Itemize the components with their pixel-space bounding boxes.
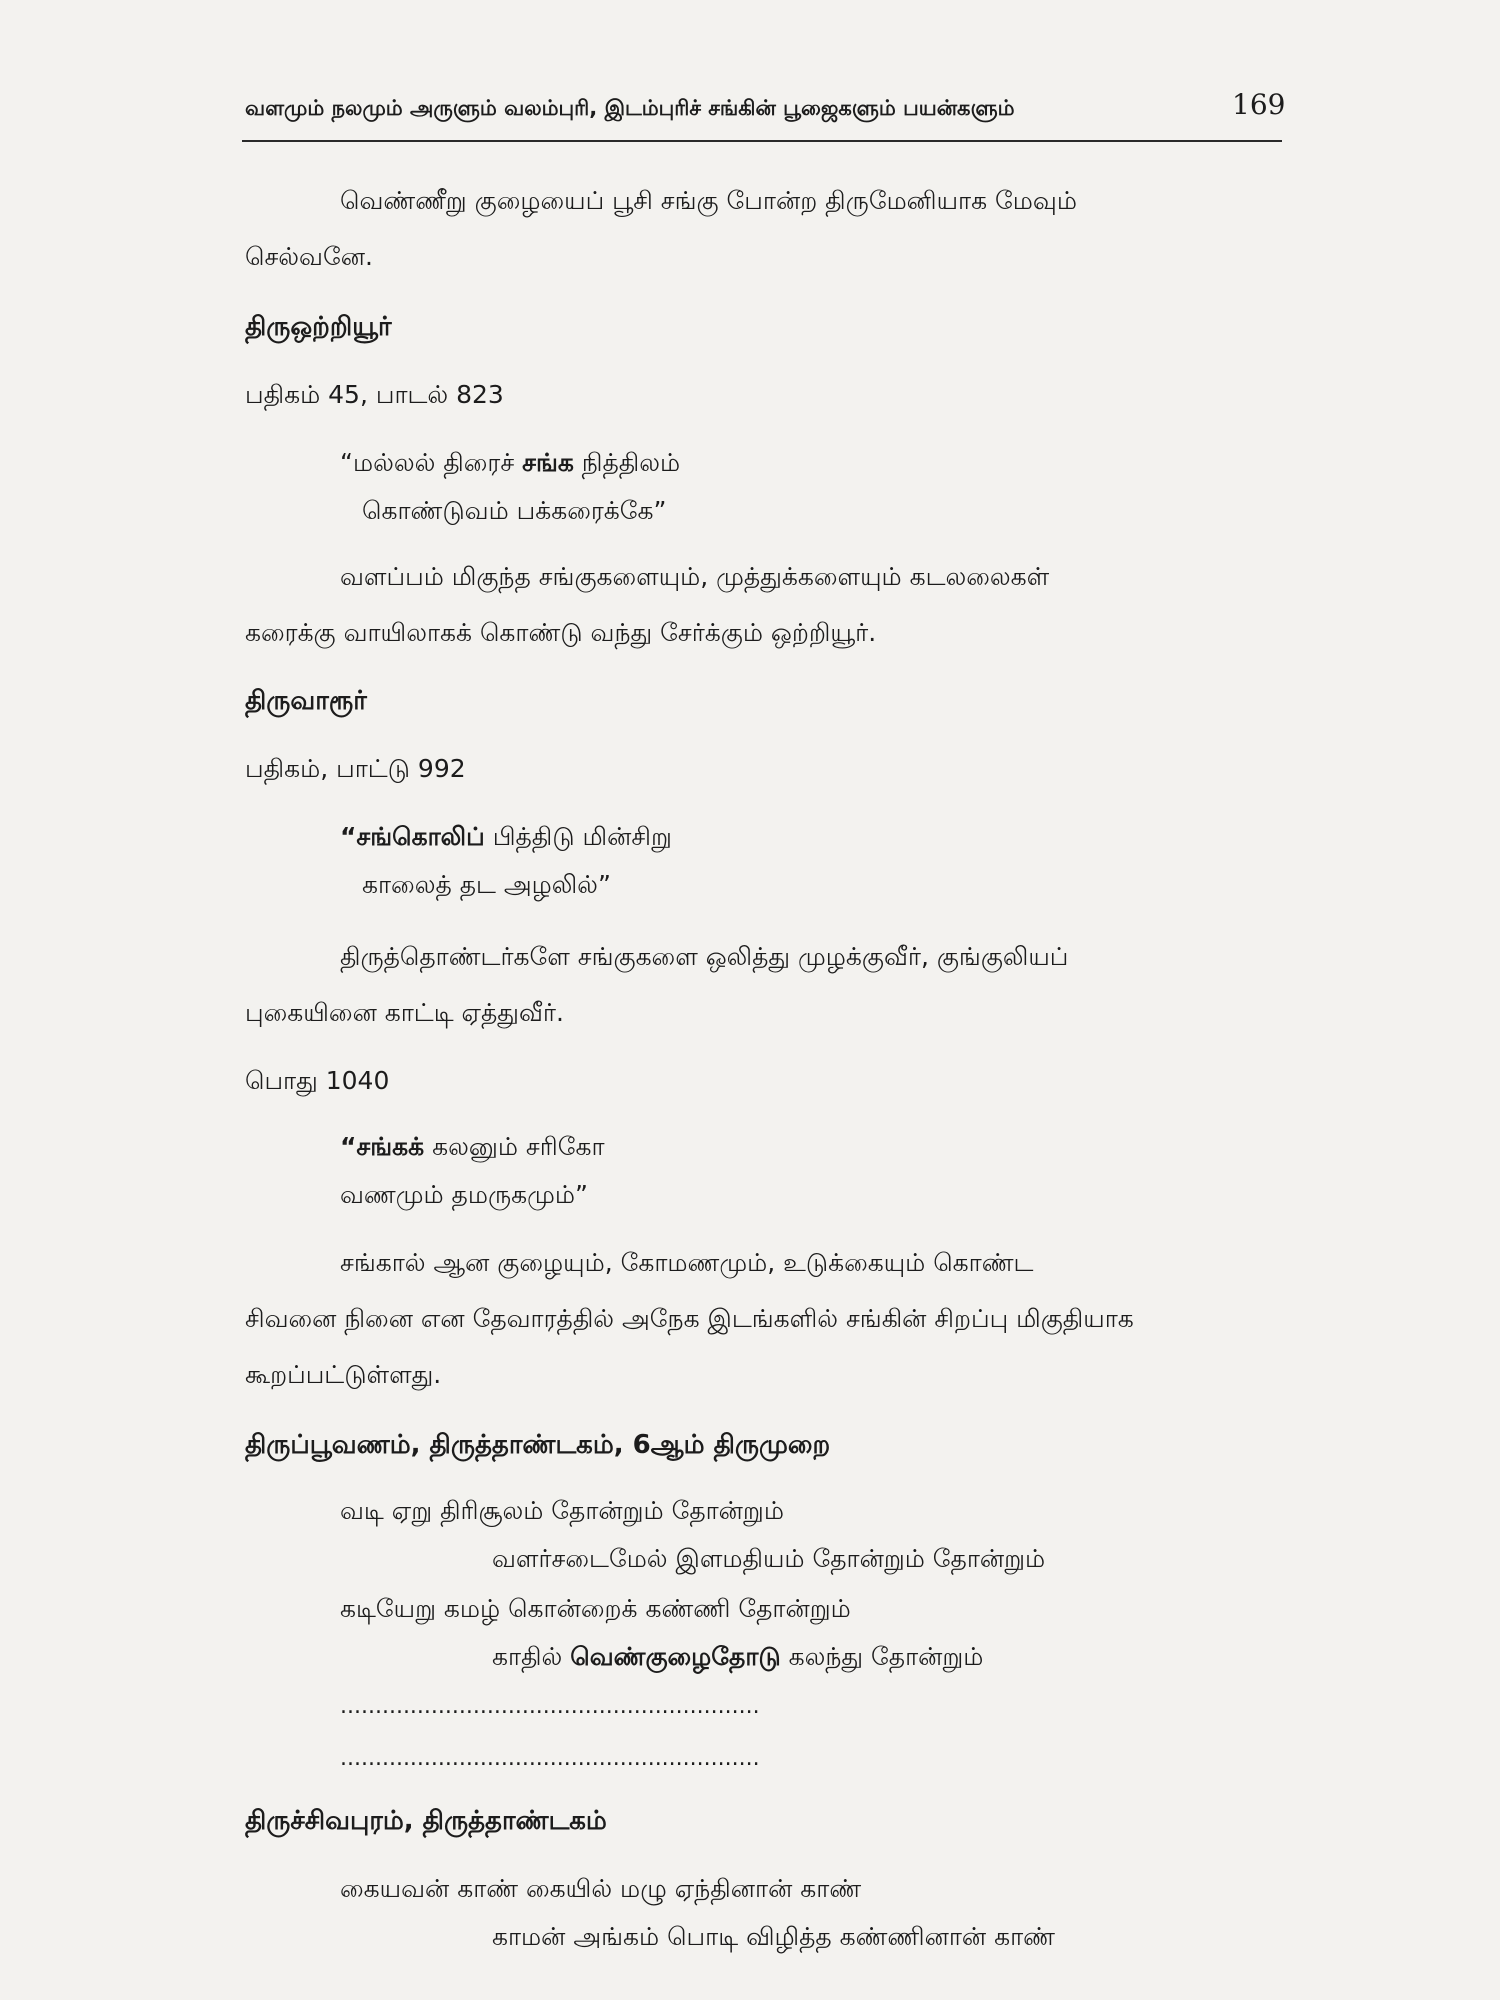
paragraph-1-line-2: செல்வனே. xyxy=(245,242,373,271)
section-heading-thiruppuvanam: திருப்பூவணம், திருத்தாண்டகம், 6ஆம் திருமுறை xyxy=(245,1430,831,1460)
verse-1-bold: வெண்குழைதோடு xyxy=(570,1642,781,1671)
paragraph-2-line-1: வளப்பம் மிகுந்த சங்குகளையும், முத்துக்களையும் கடலலைகள் xyxy=(340,562,1050,591)
quote-1-line-1 xyxy=(340,446,680,480)
paragraph-3-line-1: திருத்தொண்டர்களே சங்குகளை ஒலித்து முழக்குவீர், குங்குலியப் xyxy=(340,942,1069,971)
quote-1-bold: சங்க xyxy=(522,448,574,477)
paragraph-4-line-3: கூறப்பட்டுள்ளது. xyxy=(245,1360,442,1389)
section-heading-thiruvarur: திருவாரூர் xyxy=(245,686,367,716)
quote-1-text-c: நித்திலம் xyxy=(573,448,681,477)
verse-1-line-4 xyxy=(492,1640,983,1674)
quote-3-text-b: கலனும் சரிகோ xyxy=(424,1132,605,1161)
quote-3-line-1 xyxy=(340,1130,605,1164)
paragraph-2-line-2: கரைக்கு வாயிலாகக் கொண்டு வந்து சேர்க்கும் ஒற்றியூர். xyxy=(245,618,877,647)
reference-2: பதிகம், பாட்டு 992 xyxy=(245,754,466,783)
section-heading-thiruvottriyur: திருஒற்றியூர் xyxy=(245,312,392,342)
quote-2-text-b: பித்திடு மின்சிறு xyxy=(484,822,672,851)
quote-1-text-a: “மல்லல் திரைச் xyxy=(340,448,523,477)
quote-2-bold: “சங்கொலிப் xyxy=(340,822,485,851)
reference-1: பதிகம் 45, பாடல் 823 xyxy=(245,380,504,409)
ellipsis-line-1: ............................................................ xyxy=(340,1694,760,1719)
verse-2-line-2: காமன் அங்கம் பொடி விழித்த கண்ணினான் காண் xyxy=(492,1922,1055,1951)
paragraph-4-line-1: சங்கால் ஆன குழையும், கோமணமும், உடுக்கையும் கொண்ட xyxy=(340,1248,1034,1277)
quote-2-line-1 xyxy=(340,820,672,854)
verse-1-text-c: கலந்து தோன்றும் xyxy=(780,1642,984,1671)
verse-1-line-2: வளர்சடைமேல் இளமதியம் தோன்றும் தோன்றும் xyxy=(492,1544,1046,1573)
quote-3-line-2: வணமும் தமருகமும்” xyxy=(340,1180,588,1209)
paragraph-1-line-1: வெண்ணீறு குழையைப் பூசி சங்கு போன்ற திருமேனியாக மேவும் xyxy=(340,186,1077,215)
verse-1-line-3: கடியேறு கமழ் கொன்றைக் கண்ணி தோன்றும் xyxy=(340,1594,851,1623)
quote-2-line-2: காலைத் தட அழலில்” xyxy=(362,870,611,899)
ellipsis-line-2: ............................................................ xyxy=(340,1746,760,1771)
page-number: 169 xyxy=(1232,88,1286,121)
quote-3-bold: “சங்கக் xyxy=(340,1132,425,1161)
verse-1-line-1: வடி ஏறு திரிசூலம் தோன்றும் தோன்றும் xyxy=(340,1496,784,1525)
quote-1-line-2: கொண்டுவம் பக்கரைக்கே” xyxy=(362,496,667,525)
verse-1-text-a: காதில் xyxy=(492,1642,571,1671)
reference-3: பொது 1040 xyxy=(245,1066,390,1095)
paragraph-3-line-2: புகையினை காட்டி ஏத்துவீர். xyxy=(245,998,564,1027)
verse-2-line-1: கையவன் காண் கையில் மழு ஏந்தினான் காண் xyxy=(340,1874,862,1903)
paragraph-4-line-2: சிவனை நினை என தேவாரத்தில் அநேக இடங்களில் சங்கின் சிறப்பு மிகுதியாக xyxy=(245,1304,1134,1333)
header-rule xyxy=(242,140,1282,142)
section-heading-thiruchivapuram: திருச்சிவபுரம், திருத்தாண்டகம் xyxy=(245,1806,607,1836)
running-header-title: வளமும் நலமும் அருளும் வலம்புரி, இடம்புரிச் சங்கின் பூஜைகளும் பயன்களும் xyxy=(245,96,1015,120)
